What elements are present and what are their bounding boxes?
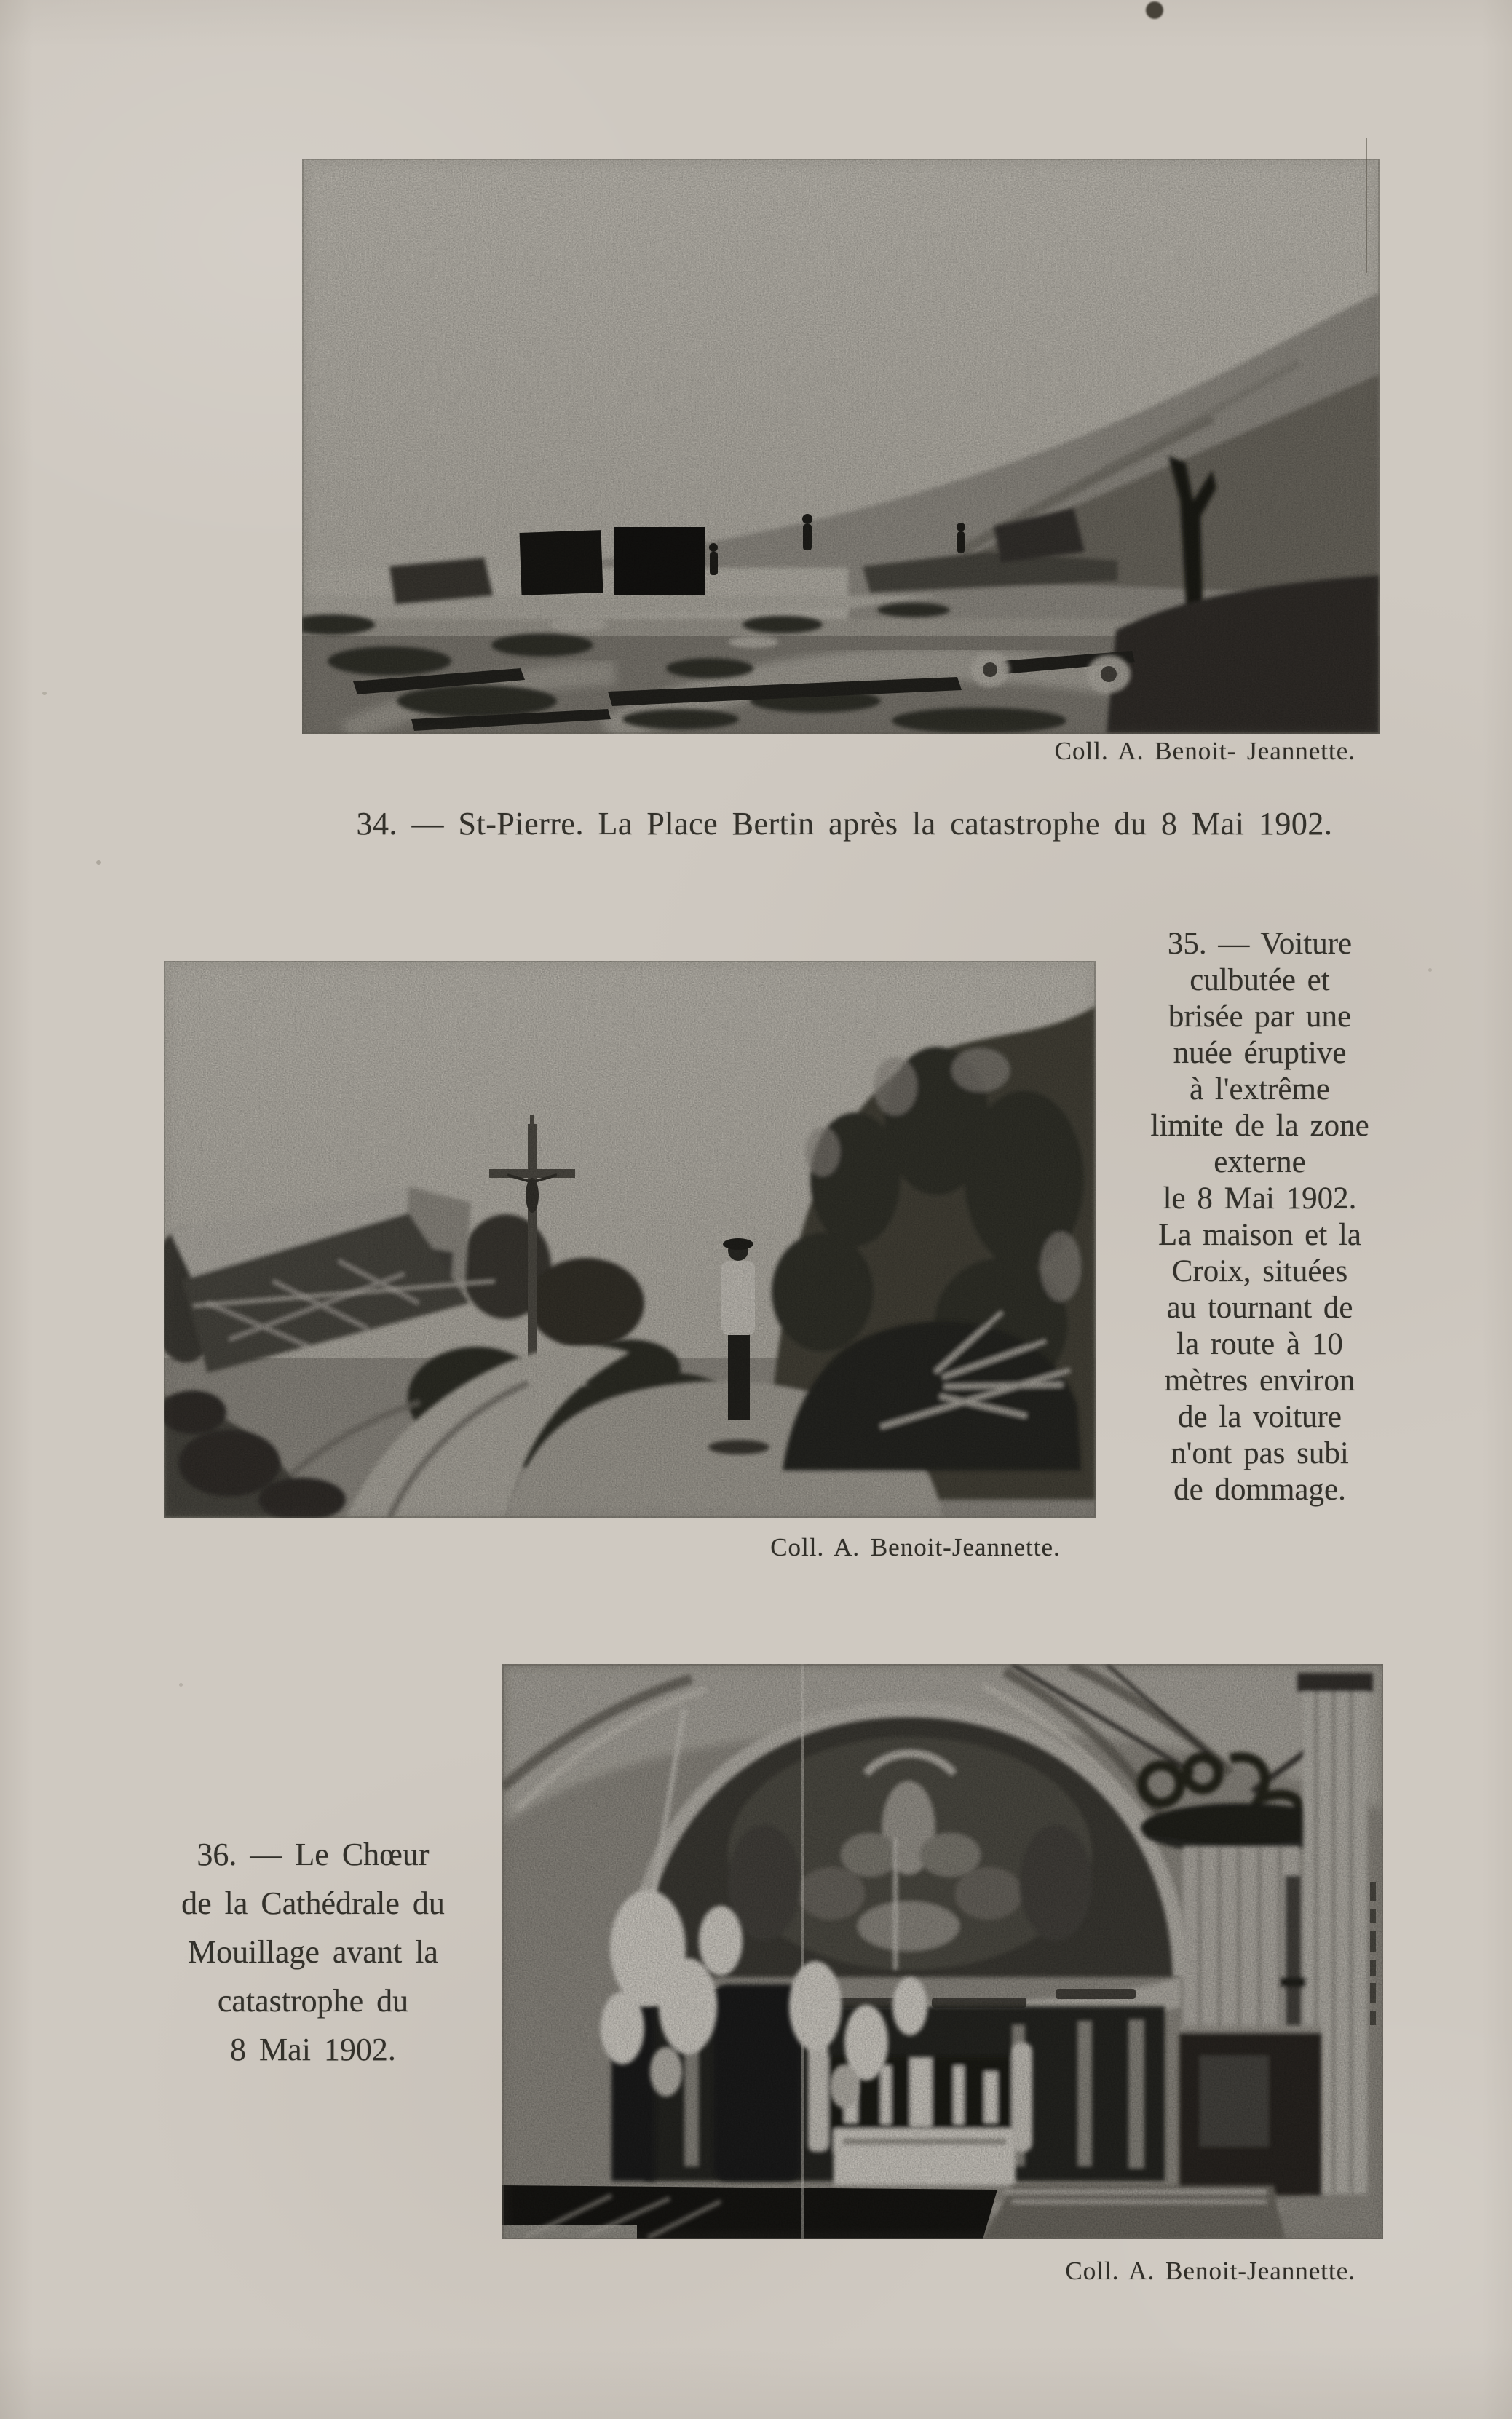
caption-line: externe [1214,1145,1306,1179]
caption-line: catastrophe du [217,1983,409,2019]
caption-line: 36. — Le Chœur [197,1837,430,1872]
caption-line: au tournant de [1166,1291,1353,1325]
caption-line: le 8 Mai 1902. [1163,1181,1357,1216]
photo-credit-fig35: Coll. A. Benoit-Jeannette. [770,1533,1061,1561]
caption-line: brisée par une [1168,999,1352,1034]
caption-line: n'ont pas subi [1171,1436,1349,1470]
caption-line: Croix, situées [1171,1254,1348,1288]
photo-cathedral-choir [502,1664,1383,2239]
caption-line: à l'extrême [1190,1072,1330,1106]
paper-speck [179,1683,183,1687]
caption-line: culbutée et [1190,963,1330,997]
caption-line: de dommage. [1173,1473,1346,1507]
caption-line: limite de la zone [1150,1109,1369,1143]
photo-place-bertin-ruins [302,159,1380,734]
caption-line: nuée éruptive [1173,1036,1347,1070]
caption-line: 8 Mai 1902. [230,2032,396,2067]
caption-line: mètres environ [1164,1363,1355,1398]
margin-hairline [1366,138,1367,273]
caption-line: la route à 10 [1176,1327,1343,1361]
caption-line: 35. — Voiture [1167,927,1353,961]
paper-speck [42,692,47,695]
photo-credit-fig36: Coll. A. Benoit-Jeannette. [1065,2257,1355,2285]
figure35-caption [1112,926,1407,1508]
photo-credit-fig34: Coll. A. Benoit- Jeannette. [1054,737,1355,765]
paper-speck [96,860,101,865]
caption-line: La maison et la [1158,1218,1361,1252]
caption-line: Mouillage avant la [188,1934,438,1970]
caption-line: de la Cathédrale du [181,1885,445,1921]
caption-line: de la voiture [1178,1400,1342,1434]
figure34-caption: 34. — St-Pierre. La Place Bertin après la catastrophe du 8 Mai 1902. [356,806,1333,842]
ink-spot [1146,1,1163,19]
photo-road-and-cross [164,961,1096,1518]
paper-speck [1428,968,1432,972]
figure36-caption [153,1830,473,2074]
